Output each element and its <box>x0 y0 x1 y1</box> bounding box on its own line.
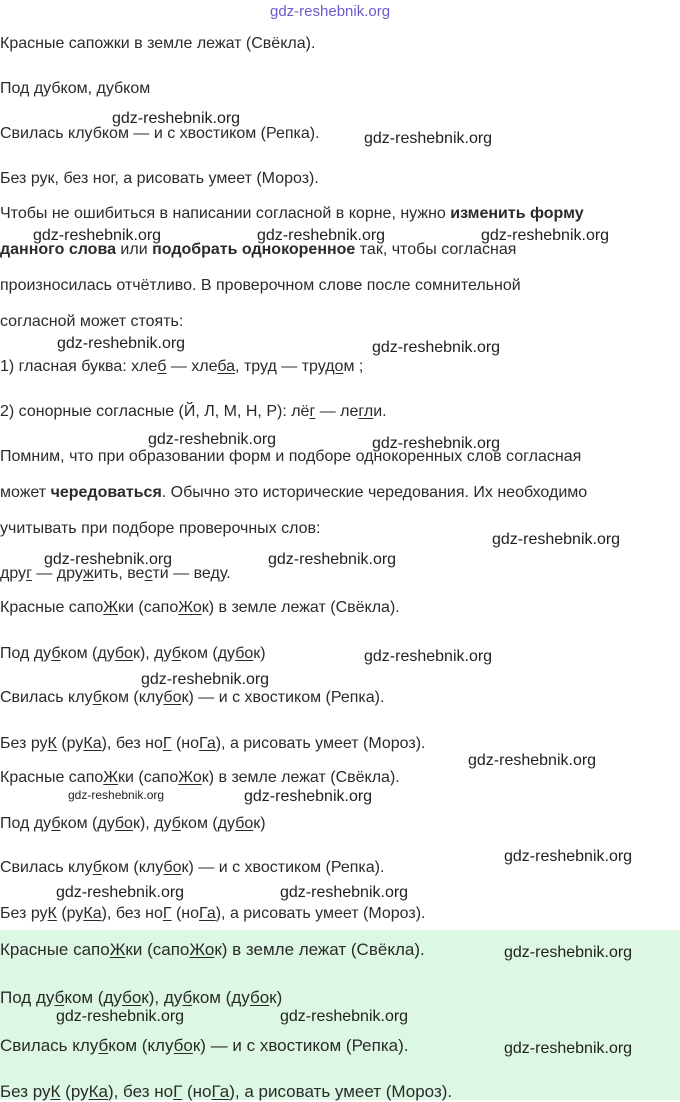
watermark: gdz-reshebnik.org <box>372 435 501 452</box>
underlined-letter: г <box>309 403 316 420</box>
watermark: gdz-reshebnik.org <box>504 944 633 961</box>
text: Свилась клу <box>0 689 93 706</box>
underlined-letter: бо <box>163 859 182 876</box>
underlined-letter: д <box>210 565 220 582</box>
rule-text: Чтобы не ошибиться в написании согласной в корне, нужно <box>0 205 451 222</box>
watermark: gdz-reshebnik.org <box>481 227 610 244</box>
watermark: gdz-reshebnik.org <box>364 648 493 665</box>
underlined-letter: бо <box>122 988 142 1007</box>
text: ), а рисовать умеет (Мороз). <box>215 735 426 752</box>
underlined-letter: гл <box>358 403 374 420</box>
text: ком (ду <box>192 988 250 1007</box>
text: ком (клу <box>108 1036 174 1055</box>
rule-line: произносилась отчётливо. В проверочном слове после сомнительной <box>0 277 521 294</box>
watermark: gdz-reshebnik.org <box>504 848 633 865</box>
underlined-letter: ж <box>83 565 94 582</box>
underlined-letter: Га <box>199 735 216 752</box>
watermark: gdz-reshebnik.org <box>268 551 397 568</box>
underlined-letter: К <box>47 905 57 922</box>
watermark-top: gdz-reshebnik.org <box>270 3 391 20</box>
watermark: gdz-reshebnik.org <box>56 884 185 901</box>
underlined-letter: г <box>26 565 32 582</box>
text: 2) сонорные согласные (Й, Л, М, Н, Р): лё <box>0 403 310 420</box>
answer-line <box>0 815 266 833</box>
answer-line <box>0 769 400 787</box>
text: ), без но <box>101 735 163 752</box>
underlined-letter: Ка <box>83 735 102 752</box>
watermark: gdz-reshebnik.org <box>56 1008 185 1025</box>
underlined-letter: бо <box>235 645 254 662</box>
text: (но <box>182 1082 212 1101</box>
underlined-letter: Г <box>162 735 172 752</box>
text: ки (сапо <box>118 599 179 616</box>
rule-bold: чередоваться <box>50 484 162 501</box>
text: дру <box>0 565 27 582</box>
highlighted-answer-line <box>0 940 425 960</box>
text: ), а рисовать умеет (Мороз). <box>229 1082 453 1101</box>
text: , тру <box>235 358 268 375</box>
watermark: gdz-reshebnik.org <box>257 227 386 244</box>
answer-line <box>0 735 426 753</box>
underlined-letter: К <box>47 735 57 752</box>
underlined-letter: до <box>325 358 344 375</box>
underlined-letter: бо <box>114 645 133 662</box>
answer-line <box>0 689 384 707</box>
watermark-small: gdz-reshebnik.org <box>68 788 165 802</box>
text: ), без но <box>101 905 163 922</box>
text: к) — и с хвостиком (Репка). <box>181 689 385 706</box>
rule-bold: изменить форму <box>450 205 584 222</box>
rule-text: так, чтобы согласная <box>355 241 517 258</box>
underlined-letter: Ж <box>103 599 119 616</box>
underlined-letter: с <box>144 565 153 582</box>
underlined-letter: бо <box>235 815 254 832</box>
watermark: gdz-reshebnik.org <box>33 227 162 244</box>
text: к), ду <box>132 815 172 832</box>
watermark: gdz-reshebnik.org <box>364 130 493 147</box>
watermark: gdz-reshebnik.org <box>57 335 186 352</box>
watermark: gdz-reshebnik.org <box>141 671 270 688</box>
text: ком (ду <box>60 815 115 832</box>
text: и. <box>373 403 387 420</box>
underlined-letter: Га <box>211 1082 230 1101</box>
text: к) — и с хвостиком (Репка). <box>181 859 385 876</box>
highlighted-answer-line <box>0 1082 452 1102</box>
rule-line: согласной может стоять: <box>0 313 184 330</box>
underlined-letter: Жо <box>189 940 215 959</box>
text: Под ду <box>0 815 52 832</box>
text: ти — ве <box>152 565 211 582</box>
text: ком (ду <box>64 988 123 1007</box>
text: к) <box>253 645 266 662</box>
underlined-letter: бо <box>173 1036 193 1055</box>
text: к) в земле лежат (Свёкла). <box>201 599 400 616</box>
underlined-letter: б <box>54 988 65 1007</box>
answer-line <box>0 859 384 877</box>
text: (ру <box>56 905 84 922</box>
underlined-letter: К <box>50 1082 61 1101</box>
underlined-letter: Ка <box>88 1082 108 1101</box>
text: к) <box>253 815 266 832</box>
text: Красные сапо <box>0 940 110 959</box>
watermark: gdz-reshebnik.org <box>44 551 173 568</box>
text: Без ру <box>0 735 48 752</box>
underlined-letter: б <box>92 689 102 706</box>
text: Свилась клу <box>0 859 93 876</box>
text: Без ру <box>0 1082 51 1101</box>
text: — хле <box>166 358 218 375</box>
answer-line <box>0 645 266 663</box>
text: у. <box>219 565 231 582</box>
text: Красные сапо <box>0 769 104 786</box>
text: к) <box>269 988 283 1007</box>
watermark: gdz-reshebnik.org <box>148 431 277 448</box>
rule-text: или <box>115 241 153 258</box>
text: (ру <box>60 1082 89 1101</box>
text: ), без но <box>107 1082 174 1101</box>
text: ки (сапо <box>118 769 179 786</box>
rule-bold: подобрать однокоренное <box>152 241 356 258</box>
text: ком (ду <box>180 815 236 832</box>
text: ком (клу <box>101 859 164 876</box>
text: ком (клу <box>101 689 164 706</box>
rule-bold: данного слова <box>0 241 116 258</box>
text: Под ду <box>0 988 55 1007</box>
watermark: gdz-reshebnik.org <box>280 1008 409 1025</box>
text: ком (ду <box>60 645 115 662</box>
text: — дру <box>31 565 84 582</box>
answer-line <box>0 905 426 923</box>
text: — тру <box>276 358 326 375</box>
text: м ; <box>343 358 364 375</box>
text: ком (ду <box>180 645 236 662</box>
example-line <box>0 403 387 421</box>
text: (ру <box>56 735 84 752</box>
underlined-letter: Ж <box>103 769 119 786</box>
underlined-letter: Ж <box>109 940 126 959</box>
rule-line: Помним, что при образовании форм и подборе однокоренных слов согласная <box>0 448 582 465</box>
text: ), а рисовать умеет (Мороз). <box>215 905 426 922</box>
text: Без ру <box>0 905 48 922</box>
rule-line: учитывать при подборе проверочных слов: <box>0 520 321 537</box>
answer-line <box>0 599 400 617</box>
text: Под ду <box>0 645 52 662</box>
watermark: gdz-reshebnik.org <box>372 339 501 356</box>
text: ить, ве <box>93 565 145 582</box>
underlined-letter: Га <box>199 905 216 922</box>
text: (но <box>171 735 200 752</box>
underlined-letter: б <box>92 859 102 876</box>
watermark: gdz-reshebnik.org <box>492 531 621 548</box>
rule-line <box>0 484 587 502</box>
underlined-letter: бо <box>163 689 182 706</box>
text: Красные сапо <box>0 599 104 616</box>
underlined-letter: б <box>98 1036 109 1055</box>
text: к), ду <box>132 645 172 662</box>
underlined-letter: Ка <box>83 905 102 922</box>
highlighted-answer-line <box>0 1036 408 1056</box>
underlined-letter: Г <box>162 905 172 922</box>
watermark: gdz-reshebnik.org <box>244 788 373 805</box>
rule-line <box>0 205 584 223</box>
underlined-letter: б <box>182 988 193 1007</box>
underlined-letter: д <box>267 358 277 375</box>
underlined-letter: Жо <box>178 599 202 616</box>
rule-line <box>0 241 516 259</box>
text: ки (сапо <box>125 940 190 959</box>
underlined-letter: бо <box>249 988 270 1007</box>
watermark: gdz-reshebnik.org <box>280 884 409 901</box>
example-line <box>0 358 363 376</box>
rule-text: . Обычно это исторические чередования. Их необходимо <box>161 484 588 501</box>
highlighted-answer-line <box>0 988 282 1008</box>
watermark: gdz-reshebnik.org <box>504 1040 633 1057</box>
rule-text: может <box>0 484 51 501</box>
underlined-letter: ба <box>217 358 236 375</box>
underlined-letter: Г <box>173 1082 183 1101</box>
text: — ле <box>315 403 359 420</box>
underlined-letter: б <box>171 645 181 662</box>
riddle-line: Свилась клубком — и с хвостиком (Репка). <box>0 125 320 142</box>
text: к) — и с хвостиком (Репка). <box>192 1036 409 1055</box>
riddle-line: Без рук, без ног, а рисовать умеет (Мороз). <box>0 170 319 187</box>
riddle-line: Красные сапожки в земле лежат (Свёкла). <box>0 35 316 52</box>
watermark: gdz-reshebnik.org <box>468 752 597 769</box>
underlined-letter: б <box>157 358 167 375</box>
underlined-letter: б <box>51 645 61 662</box>
riddle-line: Под дубком, дубком <box>0 80 151 97</box>
text: к) в земле лежат (Свёкла). <box>201 769 400 786</box>
text: к) в земле лежат (Свёкла). <box>214 940 425 959</box>
text: (но <box>171 905 200 922</box>
watermark: gdz-reshebnik.org <box>112 110 241 127</box>
example-line <box>0 565 231 583</box>
text: 1) гласная буква: хле <box>0 358 158 375</box>
text: Свилась клу <box>0 1036 99 1055</box>
underlined-letter: б <box>171 815 181 832</box>
text: к), ду <box>141 988 183 1007</box>
underlined-letter: Жо <box>178 769 202 786</box>
underlined-letter: б <box>51 815 61 832</box>
underlined-letter: бо <box>114 815 133 832</box>
